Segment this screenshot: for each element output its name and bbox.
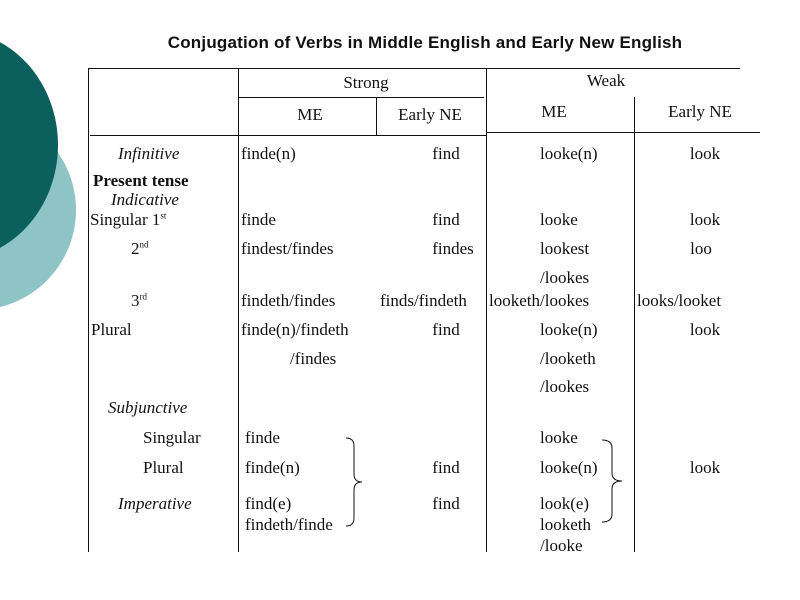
header-strong-early-ne: Early NE — [398, 105, 462, 124]
header-bottom-line-left — [90, 135, 486, 136]
row-label-singular-1st: Singular 1st — [90, 210, 167, 229]
cell-2nd-strong-me: findest/findes — [241, 239, 334, 258]
cell-imp-strong-ene: find — [432, 494, 460, 513]
cell-sg1-strong-ene: find — [432, 210, 460, 229]
cell-plural-weak-me: looke(n) — [540, 320, 598, 339]
row-label-infinitive: Infinitive — [118, 144, 180, 163]
header-weak: Weak — [586, 71, 626, 90]
cell-3rd-weak-ene: looks/looket — [637, 291, 722, 310]
cell-subj-pl-strong-me: finde(n) — [245, 458, 300, 477]
row-label-3rd: 3rd — [131, 291, 147, 310]
cell-2nd-weak-me-alt: /lookes — [540, 268, 590, 287]
header-strong: Strong — [343, 73, 389, 92]
cell-infinitive-weak-me: looke(n) — [540, 144, 598, 163]
cell-subj-pl-strong-ene: find — [432, 458, 460, 477]
cell-2nd-strong-ene: findes — [432, 239, 474, 258]
cell-plural-strong-ene: find — [432, 320, 460, 339]
page-title: Conjugation of Verbs in Middle English and Early New English — [167, 33, 683, 52]
cell-plural-strong-me-alt: /findes — [290, 349, 337, 368]
row-label-plural: Plural — [91, 320, 132, 339]
row-label-subj-plural: Plural — [143, 458, 184, 477]
cell-sg1-weak-me: looke — [540, 210, 578, 229]
row-label-imperative: Imperative — [118, 494, 192, 513]
column-divider-1 — [238, 68, 239, 552]
cell-2nd-weak-me: lookest — [540, 239, 590, 258]
strong-subheader-line — [238, 97, 484, 98]
cell-sg1-weak-ene: look — [689, 210, 721, 229]
cell-infinitive-strong-ene: find — [432, 144, 460, 163]
cell-imp-weak-me-alt2: /looke — [540, 536, 583, 555]
table-left-border — [88, 68, 89, 552]
cell-imp-strong-me-alt: findeth/finde — [245, 515, 333, 534]
table-top-border — [88, 68, 740, 69]
row-label-present-tense: Present tense — [93, 171, 189, 190]
header-strong-me: ME — [297, 105, 323, 124]
cell-3rd-strong-me: findeth/findes — [241, 291, 336, 310]
cell-subj-pl-weak-ene: look — [689, 458, 721, 477]
cell-plural-weak-ene: look — [689, 320, 721, 339]
column-divider-strong-sub — [376, 97, 377, 135]
column-divider-2 — [486, 68, 487, 552]
cell-plural-weak-me-alt2: /lookes — [540, 377, 590, 396]
row-label-indicative: Indicative — [111, 190, 179, 209]
cell-sg1-strong-me: finde — [241, 210, 276, 229]
column-divider-3 — [634, 97, 635, 552]
cell-subj-sg-weak-me: looke — [540, 428, 578, 447]
cell-imp-weak-me: look(e) — [540, 494, 590, 513]
cell-plural-strong-me: finde(n)/findeth — [241, 320, 349, 339]
right-brace-weak — [598, 436, 628, 526]
right-brace-strong — [340, 434, 370, 530]
cell-3rd-strong-ene: finds/findeth — [380, 291, 467, 310]
cell-plural-weak-me-alt: /looketh — [540, 349, 596, 368]
header-weak-me: ME — [541, 102, 567, 121]
cell-2nd-weak-ene: loo — [690, 239, 712, 258]
cell-imp-weak-me-alt: looketh — [540, 515, 591, 534]
cell-subj-sg-strong-me: finde — [245, 428, 280, 447]
cell-subj-pl-weak-me: looke(n) — [540, 458, 598, 477]
cell-3rd-weak-me: looketh/lookes — [489, 291, 590, 310]
cell-infinitive-weak-ene: look — [689, 144, 721, 163]
row-label-subj-singular: Singular — [143, 428, 201, 447]
cell-infinitive-strong-me: finde(n) — [241, 144, 296, 163]
header-weak-early-ne: Early NE — [668, 102, 732, 121]
row-label-2nd: 2nd — [131, 239, 149, 258]
cell-imp-strong-me: find(e) — [245, 494, 292, 513]
header-bottom-line-right — [486, 132, 760, 133]
row-label-subjunctive: Subjunctive — [108, 398, 188, 417]
